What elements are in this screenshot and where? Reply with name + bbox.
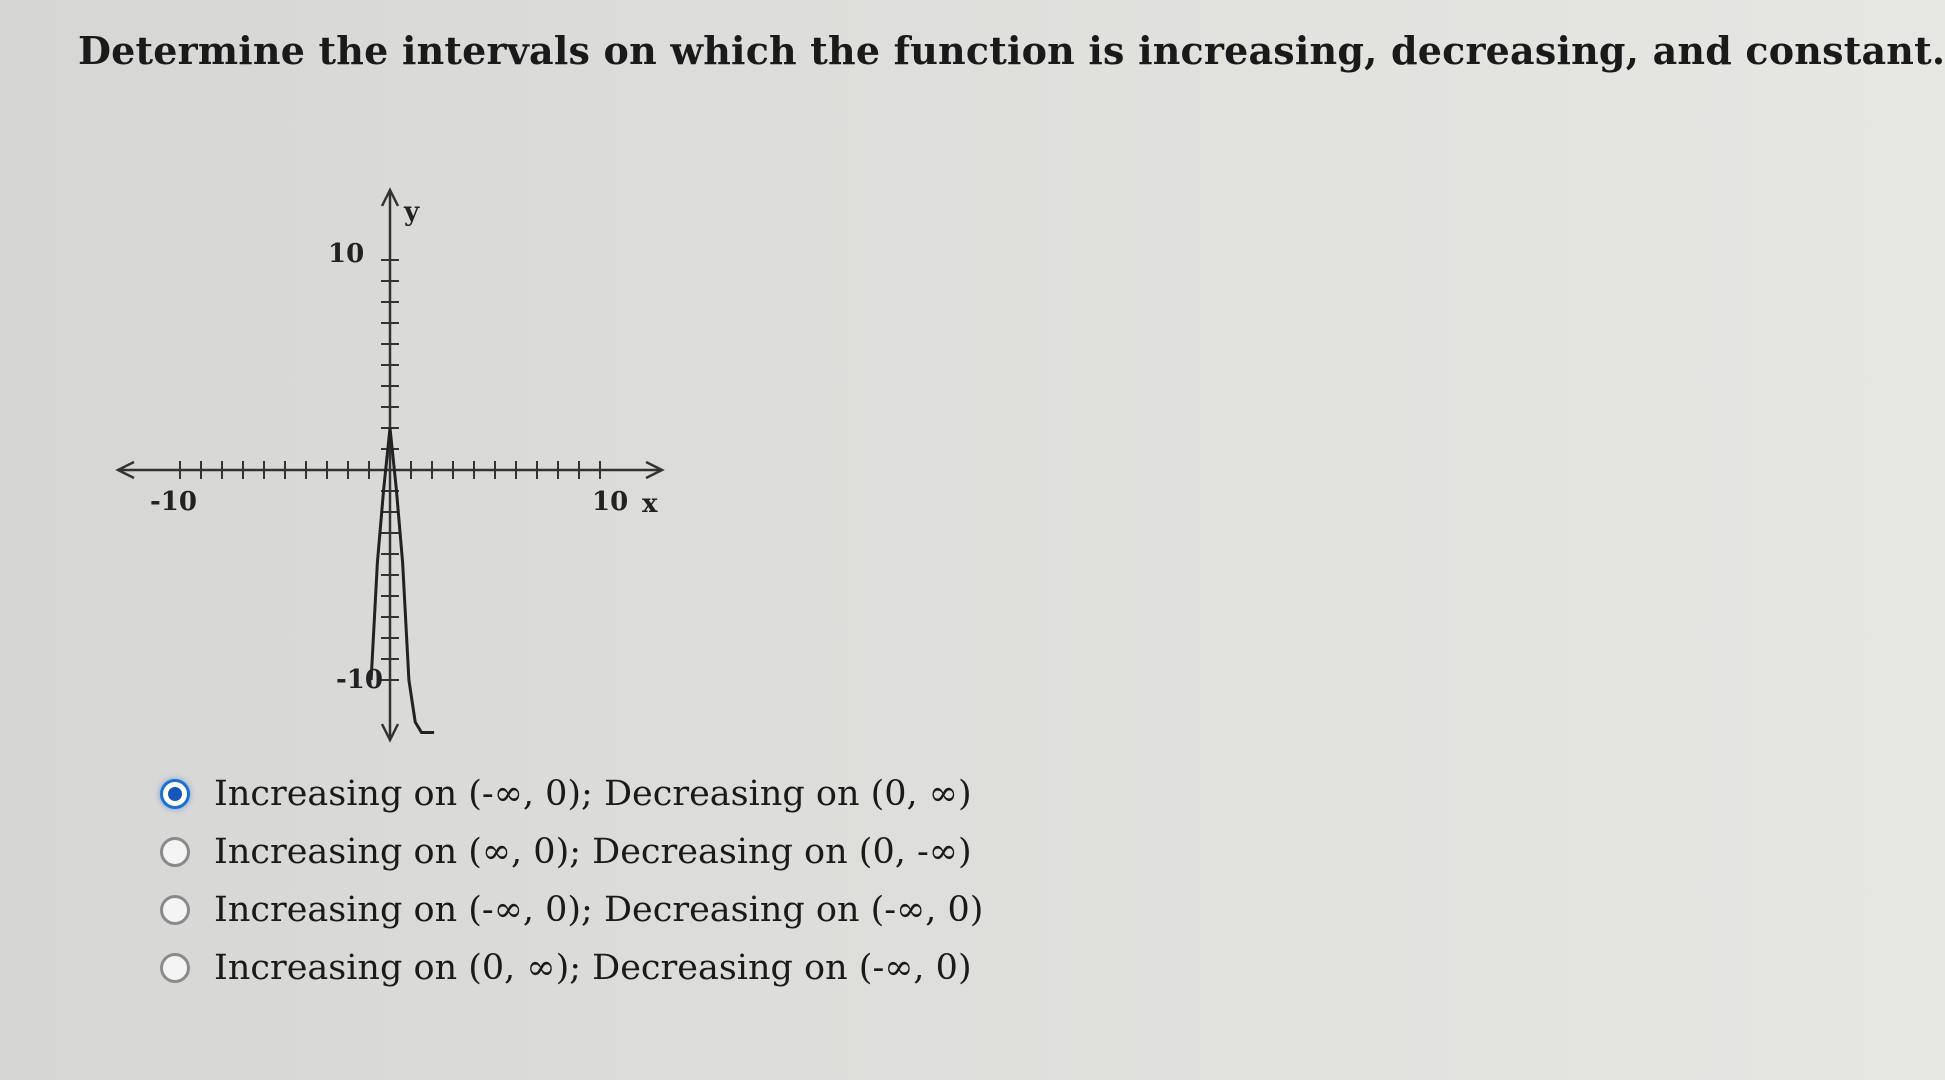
radio-button-2[interactable] [160, 837, 190, 867]
function-graph [110, 180, 680, 760]
question-text: Determine the intervals on which the function is increasing, decreasing, and constant. [78, 28, 1945, 73]
answer-options [160, 765, 983, 997]
answer-option-3[interactable] [160, 881, 983, 939]
answer-option-label-1: Increasing on (-∞, 0); Decreasing on (0, ∞) [214, 774, 972, 814]
radio-button-3[interactable] [160, 895, 190, 925]
radio-button-1[interactable] [160, 779, 190, 809]
answer-option-1[interactable] [160, 765, 983, 823]
y-max-label: 10 [328, 239, 365, 269]
x-max-label: 10 [592, 487, 629, 517]
y-min-label: -10 [336, 665, 383, 695]
y-axis-label: y [404, 197, 420, 227]
answer-option-label-4: Increasing on (0, ∞); Decreasing on (-∞, 0) [214, 948, 972, 988]
x-axis-label: x [642, 489, 658, 519]
answer-option-label-2: Increasing on (∞, 0); Decreasing on (0, -∞) [214, 832, 972, 872]
answer-option-4[interactable] [160, 939, 983, 997]
x-min-label: -10 [150, 487, 197, 517]
answer-option-label-3: Increasing on (-∞, 0); Decreasing on (-∞, 0) [214, 890, 984, 930]
radio-button-4[interactable] [160, 953, 190, 983]
answer-option-2[interactable] [160, 823, 983, 881]
